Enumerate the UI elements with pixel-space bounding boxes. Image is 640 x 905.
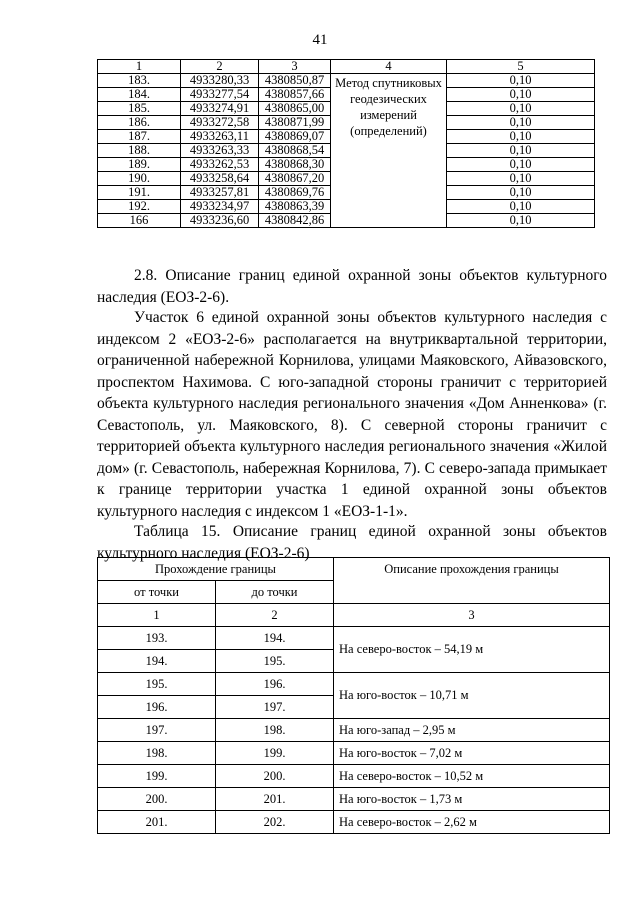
col-header-1: 1 [98, 60, 181, 74]
boundary-colnum-row [98, 604, 610, 627]
col-num-2: 2 [216, 604, 334, 627]
accuracy: 0,10 [447, 130, 595, 144]
table-row [98, 627, 610, 650]
from-point: 199. [98, 765, 216, 788]
x-coordinate: 4933262,53 [181, 158, 259, 172]
x-coordinate: 4933277,54 [181, 88, 259, 102]
table-row [98, 765, 610, 788]
point-number: 183. [98, 74, 181, 88]
y-coordinate: 4380857,66 [259, 88, 331, 102]
table-row [98, 788, 610, 811]
x-coordinate: 4933272,58 [181, 116, 259, 130]
from-point: 194. [98, 650, 216, 673]
col-num-1: 1 [98, 604, 216, 627]
boundary-description: На северо-восток – 2,62 м [334, 811, 610, 834]
table-row [98, 719, 610, 742]
col-header-2: 2 [181, 60, 259, 74]
y-coordinate: 4380865,00 [259, 102, 331, 116]
y-coordinate: 4380868,30 [259, 158, 331, 172]
point-number: 186. [98, 116, 181, 130]
from-point: 195. [98, 673, 216, 696]
from-point: 197. [98, 719, 216, 742]
method-cell: Метод спутниковых геодезических измерений (определений) [331, 74, 447, 228]
point-number: 185. [98, 102, 181, 116]
table-row [98, 74, 595, 88]
point-number: 187. [98, 130, 181, 144]
point-number: 188. [98, 144, 181, 158]
accuracy: 0,10 [447, 74, 595, 88]
y-coordinate: 4380867,20 [259, 172, 331, 186]
y-coordinate: 4380850,87 [259, 74, 331, 88]
accuracy: 0,10 [447, 214, 595, 228]
x-coordinate: 4933274,91 [181, 102, 259, 116]
from-point: 196. [98, 696, 216, 719]
to-point: 198. [216, 719, 334, 742]
accuracy: 0,10 [447, 88, 595, 102]
header-description: Описание прохождения границы [334, 558, 610, 604]
section-body: Участок 6 единой охранной зоны объектов культурного наследия с индексом 2 «ЕОЗ-2-6» располагается на внутриквартальной территории, ограниченной набережной Корнилова, улицами Маяковского, Айвазовского, проспектом Нахимова. С юго-западной стороны граничит с территорией объекта культурного наследия регионального значения «Дом Анненкова» (г. Севастополь, ул. Маяковского, 8). С северной стороны граничит с территорией объекта культурного наследия регионального значения «Жилой дом» (г. Севастополь, набережная Корнилова, 7). С северо-запада примыкает к границе территории участка 1 единой охранной зоны объектов культурного наследия с индексом 1 «ЕОЗ-1-1». [97, 309, 607, 520]
x-coordinate: 4933263,33 [181, 144, 259, 158]
boundary-description: На северо-восток – 10,52 м [334, 765, 610, 788]
point-number: 192. [98, 200, 181, 214]
boundary-description: На северо-восток – 54,19 м [334, 627, 610, 673]
y-coordinate: 4380842,86 [259, 214, 331, 228]
x-coordinate: 4933258,64 [181, 172, 259, 186]
col-header-5: 5 [447, 60, 595, 74]
coordinates-header-row [98, 60, 595, 74]
point-number: 166 [98, 214, 181, 228]
point-number: 191. [98, 186, 181, 200]
to-point: 196. [216, 673, 334, 696]
table-caption: Таблица 15. Описание границ единой охранной зоны объектов культурного наследия (ЕОЗ-2-6) [97, 523, 607, 562]
col-num-3: 3 [334, 604, 610, 627]
page-number: 41 [312, 32, 328, 48]
table-row [98, 811, 610, 834]
from-point: 198. [98, 742, 216, 765]
y-coordinate: 4380869,07 [259, 130, 331, 144]
point-number: 184. [98, 88, 181, 102]
boundary-description: На юго-восток – 1,73 м [334, 788, 610, 811]
point-number: 189. [98, 158, 181, 172]
accuracy: 0,10 [447, 116, 595, 130]
boundary-description: На юго-восток – 10,71 м [334, 673, 610, 719]
accuracy: 0,10 [447, 186, 595, 200]
to-point: 201. [216, 788, 334, 811]
y-coordinate: 4380868,54 [259, 144, 331, 158]
y-coordinate: 4380871,99 [259, 116, 331, 130]
boundary-header-row [98, 558, 610, 581]
header-passage: Прохождение границы [98, 558, 334, 581]
accuracy: 0,10 [447, 102, 595, 116]
to-point: 199. [216, 742, 334, 765]
x-coordinate: 4933280,33 [181, 74, 259, 88]
boundary-description: На юго-запад – 2,95 м [334, 719, 610, 742]
from-point: 201. [98, 811, 216, 834]
point-number: 190. [98, 172, 181, 186]
y-coordinate: 4380869,76 [259, 186, 331, 200]
col-header-4: 4 [331, 60, 447, 74]
section-heading: 2.8. Описание границ единой охранной зоны объектов культурного наследия (ЕОЗ-2-6). [97, 267, 607, 306]
header-from: от точки [98, 581, 216, 604]
accuracy: 0,10 [447, 158, 595, 172]
from-point: 200. [98, 788, 216, 811]
accuracy: 0,10 [447, 144, 595, 158]
accuracy: 0,10 [447, 172, 595, 186]
to-point: 202. [216, 811, 334, 834]
coordinates-table [97, 59, 595, 228]
table-row [98, 673, 610, 696]
x-coordinate: 4933263,11 [181, 130, 259, 144]
header-to: до точки [216, 581, 334, 604]
table-row [98, 742, 610, 765]
x-coordinate: 4933257,81 [181, 186, 259, 200]
from-point: 193. [98, 627, 216, 650]
x-coordinate: 4933234,97 [181, 200, 259, 214]
y-coordinate: 4380863,39 [259, 200, 331, 214]
to-point: 200. [216, 765, 334, 788]
accuracy: 0,10 [447, 200, 595, 214]
to-point: 194. [216, 627, 334, 650]
boundary-description: На юго-восток – 7,02 м [334, 742, 610, 765]
to-point: 197. [216, 696, 334, 719]
boundary-table [97, 557, 610, 834]
x-coordinate: 4933236,60 [181, 214, 259, 228]
to-point: 195. [216, 650, 334, 673]
col-header-3: 3 [259, 60, 331, 74]
